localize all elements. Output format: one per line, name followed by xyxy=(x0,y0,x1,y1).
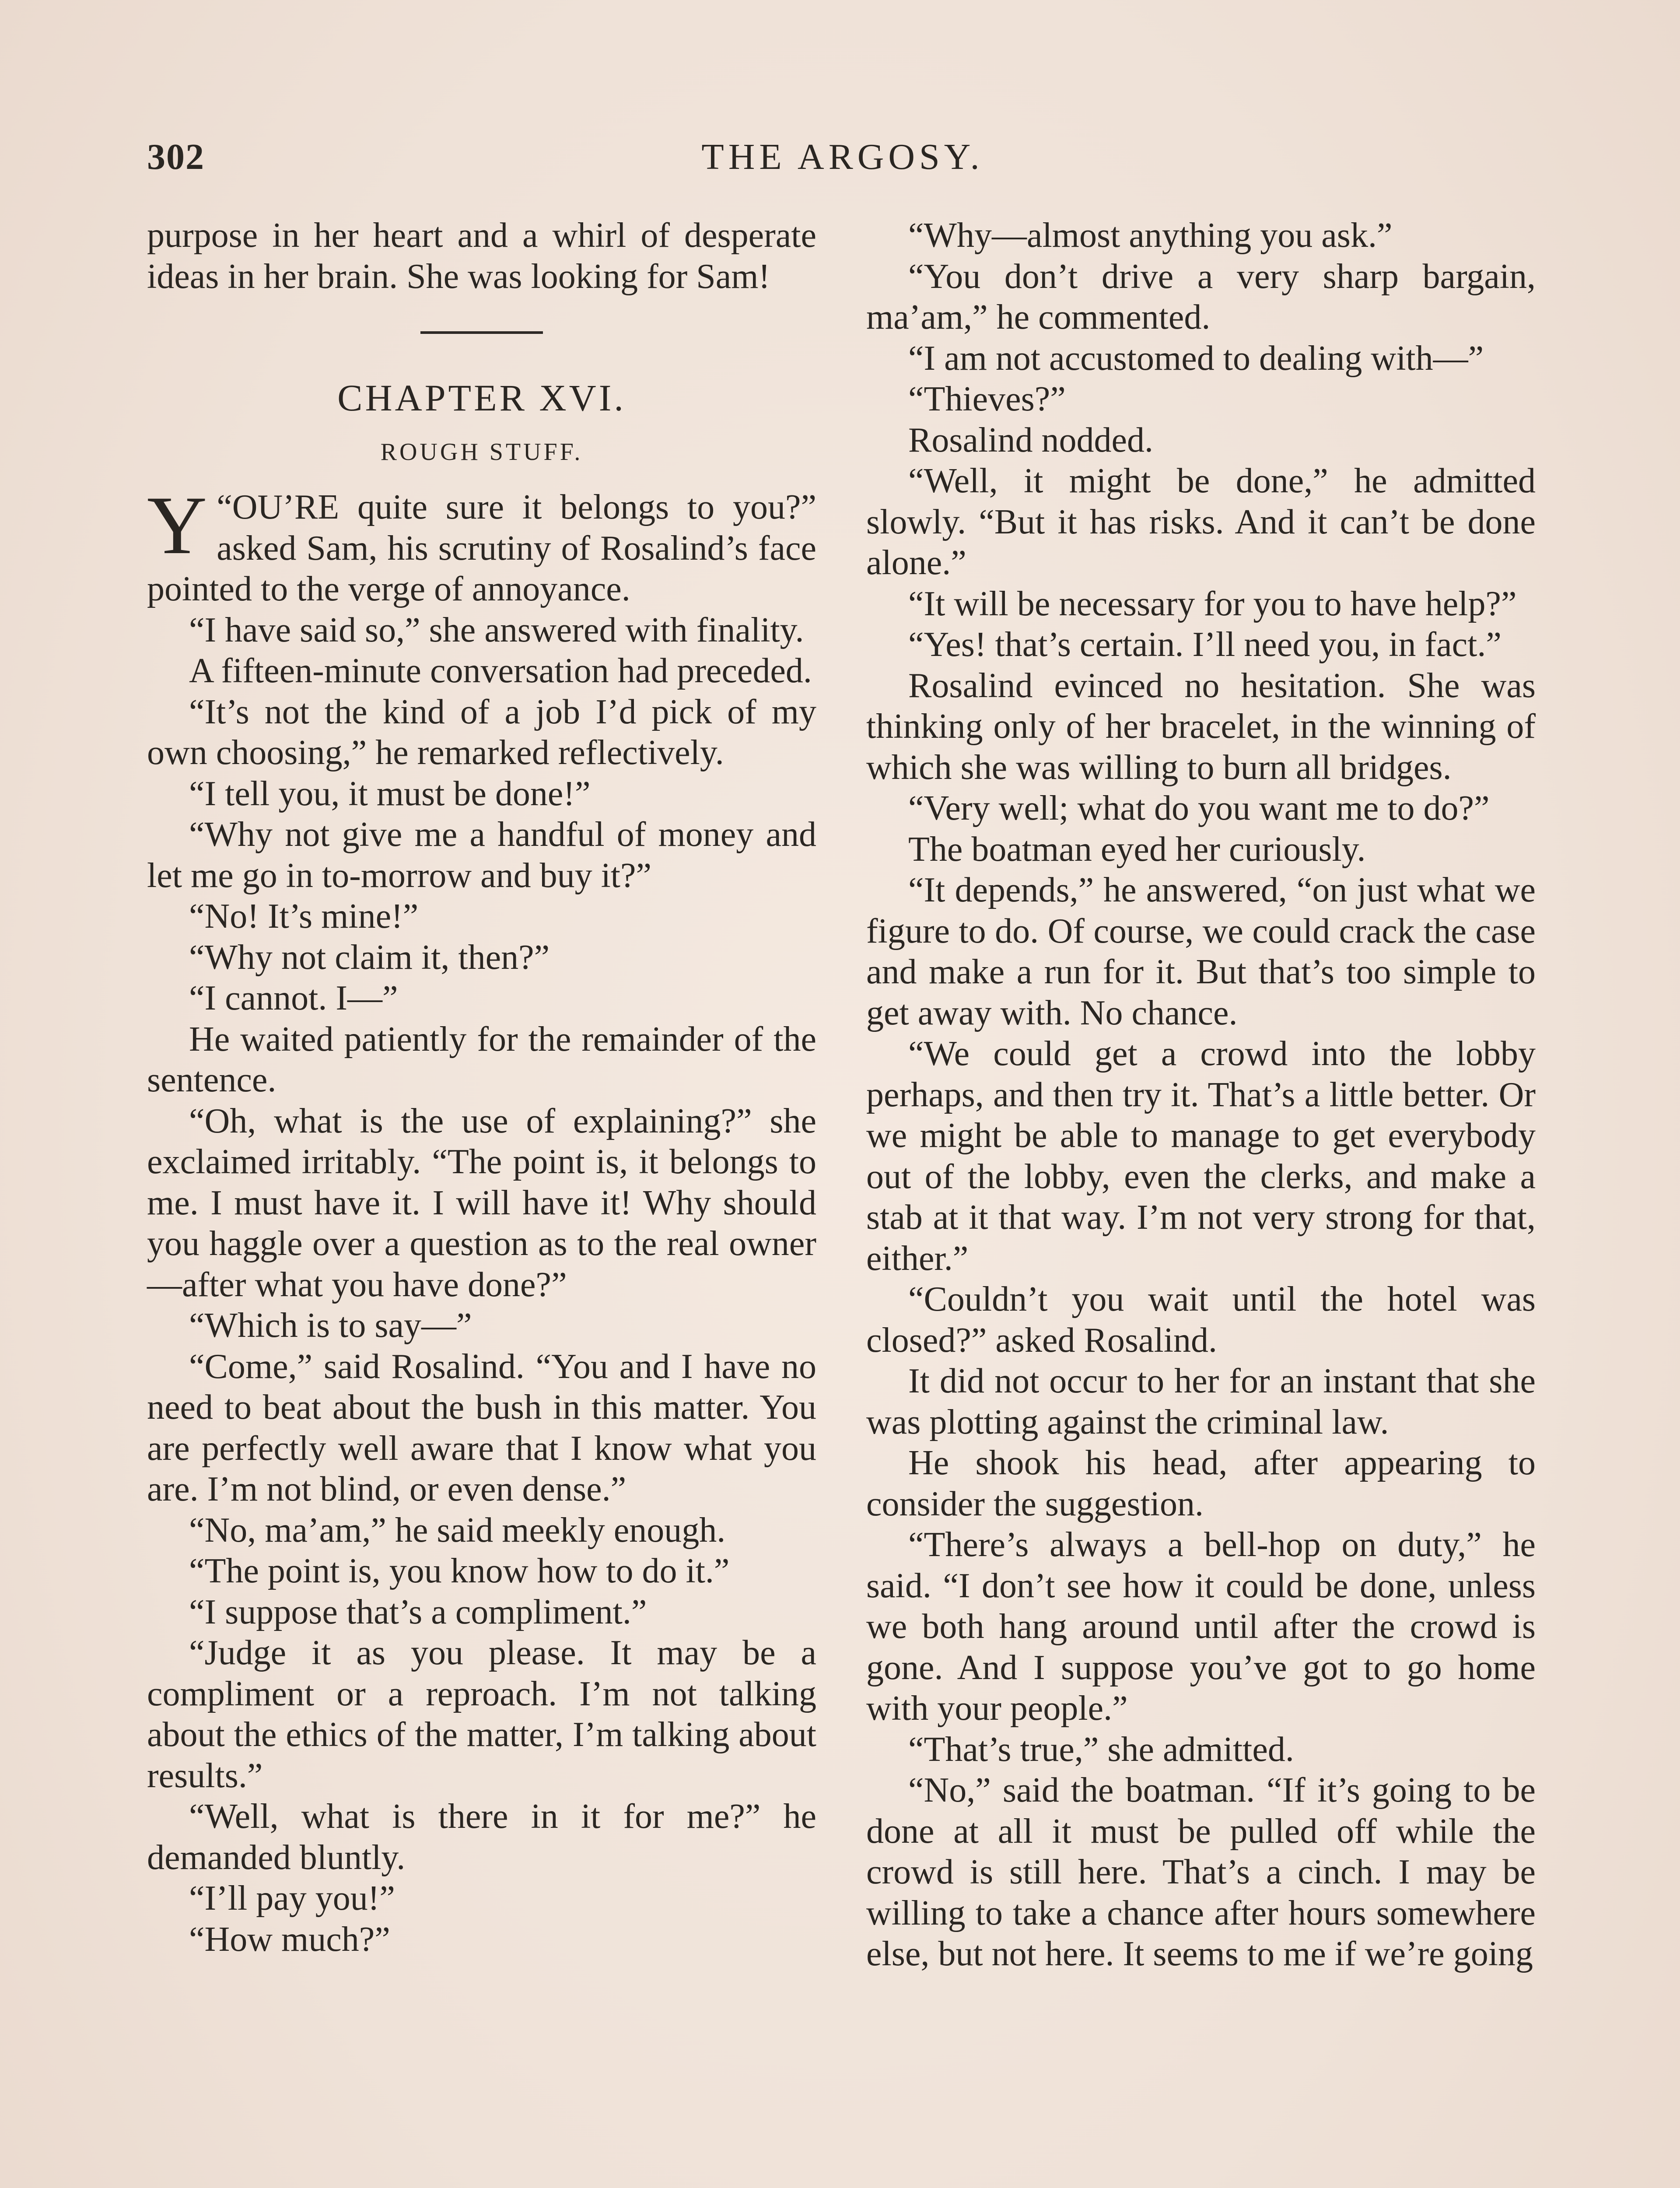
running-title: THE ARGOSY. xyxy=(701,137,984,177)
paragraph: “That’s true,” she admitted. xyxy=(908,1730,1294,1769)
paragraph: “Well, it might be done,” he admitted slowly. “But it has risks. And it can’t be done alone.” xyxy=(866,462,1536,582)
paragraph: “I suppose that’s a compliment.” xyxy=(189,1592,647,1631)
paragraph: “Which is to say—” xyxy=(189,1306,472,1345)
paragraph: “It’s not the kind of a job I’d pick of my own choosing,” he remarked reflectively. xyxy=(147,692,816,772)
paragraph: A fifteen-minute conversation had preceded. xyxy=(189,652,812,690)
paragraph: “It will be necessary for you to have help?” xyxy=(908,584,1517,623)
paragraph: He waited patiently for the remainder of the sentence. xyxy=(147,1020,816,1099)
paragraph: “I cannot. I—” xyxy=(189,979,398,1017)
paragraph: “Well, what is there in it for me?” he demanded bluntly. xyxy=(147,1797,816,1877)
paragraph: “Very well; what do you want me to do?” xyxy=(908,789,1490,828)
paragraph: “No, ma’am,” he said meekly enough. xyxy=(189,1511,726,1550)
paragraph: “I’ll pay you!” xyxy=(189,1879,395,1918)
paragraph: “You don’t drive a very sharp bargain, ma’am,” he commented. xyxy=(866,257,1536,337)
paragraph: Rosalind nodded. xyxy=(908,421,1153,459)
section-divider xyxy=(420,331,543,334)
opening-paragraph-text: OU’RE quite sure it belongs to you?” asked Sam, his scrutiny of Rosalind’s face pointed to the verge of annoyance. xyxy=(147,488,816,608)
paragraph: He shook his head, after appearing to consider the suggestion. xyxy=(866,1444,1536,1523)
paragraph: “The point is, you know how to do it.” xyxy=(189,1552,730,1590)
paragraph: “I tell you, it must be done!” xyxy=(189,774,591,813)
paragraph: “Yes! that’s certain. I’ll need you, in fact.” xyxy=(908,625,1502,664)
paragraph: “It depends,” he answered, “on just what we figure to do. Of course, we could crack the case and make a run for it. But that’s too simple to get away with. No chance. xyxy=(866,871,1536,1032)
paragraph: “Oh, what is the use of explaining?” she exclaimed irritably. “The point is, it belongs to me. I must have it. I will have it! Why should you haggle over a question as to the real owner—after what you have done?” xyxy=(147,1101,816,1304)
paragraph: “Thieves?” xyxy=(908,380,1066,418)
paragraph: “No! It’s mine!” xyxy=(189,897,419,936)
chapter-opening xyxy=(147,480,816,610)
paragraph: “I have said so,” she answered with finality. xyxy=(189,610,804,649)
right-paragraphs xyxy=(866,215,1536,1975)
paragraph: “How much?” xyxy=(189,1920,390,1959)
paragraph: “Why not claim it, then?” xyxy=(189,938,550,977)
right-column xyxy=(866,215,1536,1975)
paragraph: “No,” said the boatman. “If it’s going to be done at all it must be pulled off while the crowd is still here. That’s a cinch. I may be willing to take a chance after hours somewhere else, but not here. It seems to me if we’re going xyxy=(866,1771,1536,1973)
paragraph: “Judge it as you please. It may be a compliment or a reproach. I’m not talking about the ethics of the matter, I’m talking about results.” xyxy=(147,1634,816,1795)
paragraph: “Couldn’t you wait until the hotel was closed?” asked Rosalind. xyxy=(866,1280,1536,1360)
paragraph: “There’s always a bell-hop on duty,” he said. “I don’t see how it could be done, unless we both hang around until after the crowd is gone. And I suppose you’ve got to go home with your people.” xyxy=(866,1525,1536,1728)
paragraph: The boatman eyed her curiously. xyxy=(908,830,1366,869)
paragraph: “We could get a crowd into the lobby perhaps, and then try it. That’s a little better. Or we might be able to manage to get everybody out of the lobby, even the clerks, and make a stab at it that way. I’m not very strong for that, either.” xyxy=(866,1034,1536,1278)
drop-cap: Y xyxy=(147,480,207,572)
paragraph: “I am not accustomed to dealing with—” xyxy=(908,339,1484,378)
chapter-title: CHAPTER XVI. xyxy=(337,377,626,419)
page-header xyxy=(147,131,1538,184)
opening-paragraph xyxy=(147,480,816,610)
continued-paragraph: purpose in her heart and a whirl of desperate ideas in her brain. She was looking for Sam! xyxy=(147,216,816,296)
page-number: 302 xyxy=(147,137,205,177)
paragraph: “Why not give me a handful of money and let me go in to-morrow and buy it?” xyxy=(147,815,816,895)
left-paragraphs xyxy=(147,610,816,1960)
paragraph: It did not occur to her for an instant that she was plotting against the criminal law. xyxy=(866,1362,1536,1441)
paragraph: “Why—almost anything you ask.” xyxy=(908,216,1393,255)
chapter-subtitle: ROUGH STUFF. xyxy=(380,438,583,466)
left-column xyxy=(147,215,816,1960)
paragraph: Rosalind evinced no hesitation. She was thinking only of her bracelet, in the winning of which she was willing to burn all bridges. xyxy=(866,666,1536,787)
paragraph: “Come,” said Rosalind. “You and I have no need to beat about the bush in this matter. You are perfectly well aware that I know what you are. I’m not blind, or even dense.” xyxy=(147,1347,816,1508)
opening-quote: “ xyxy=(217,488,232,526)
